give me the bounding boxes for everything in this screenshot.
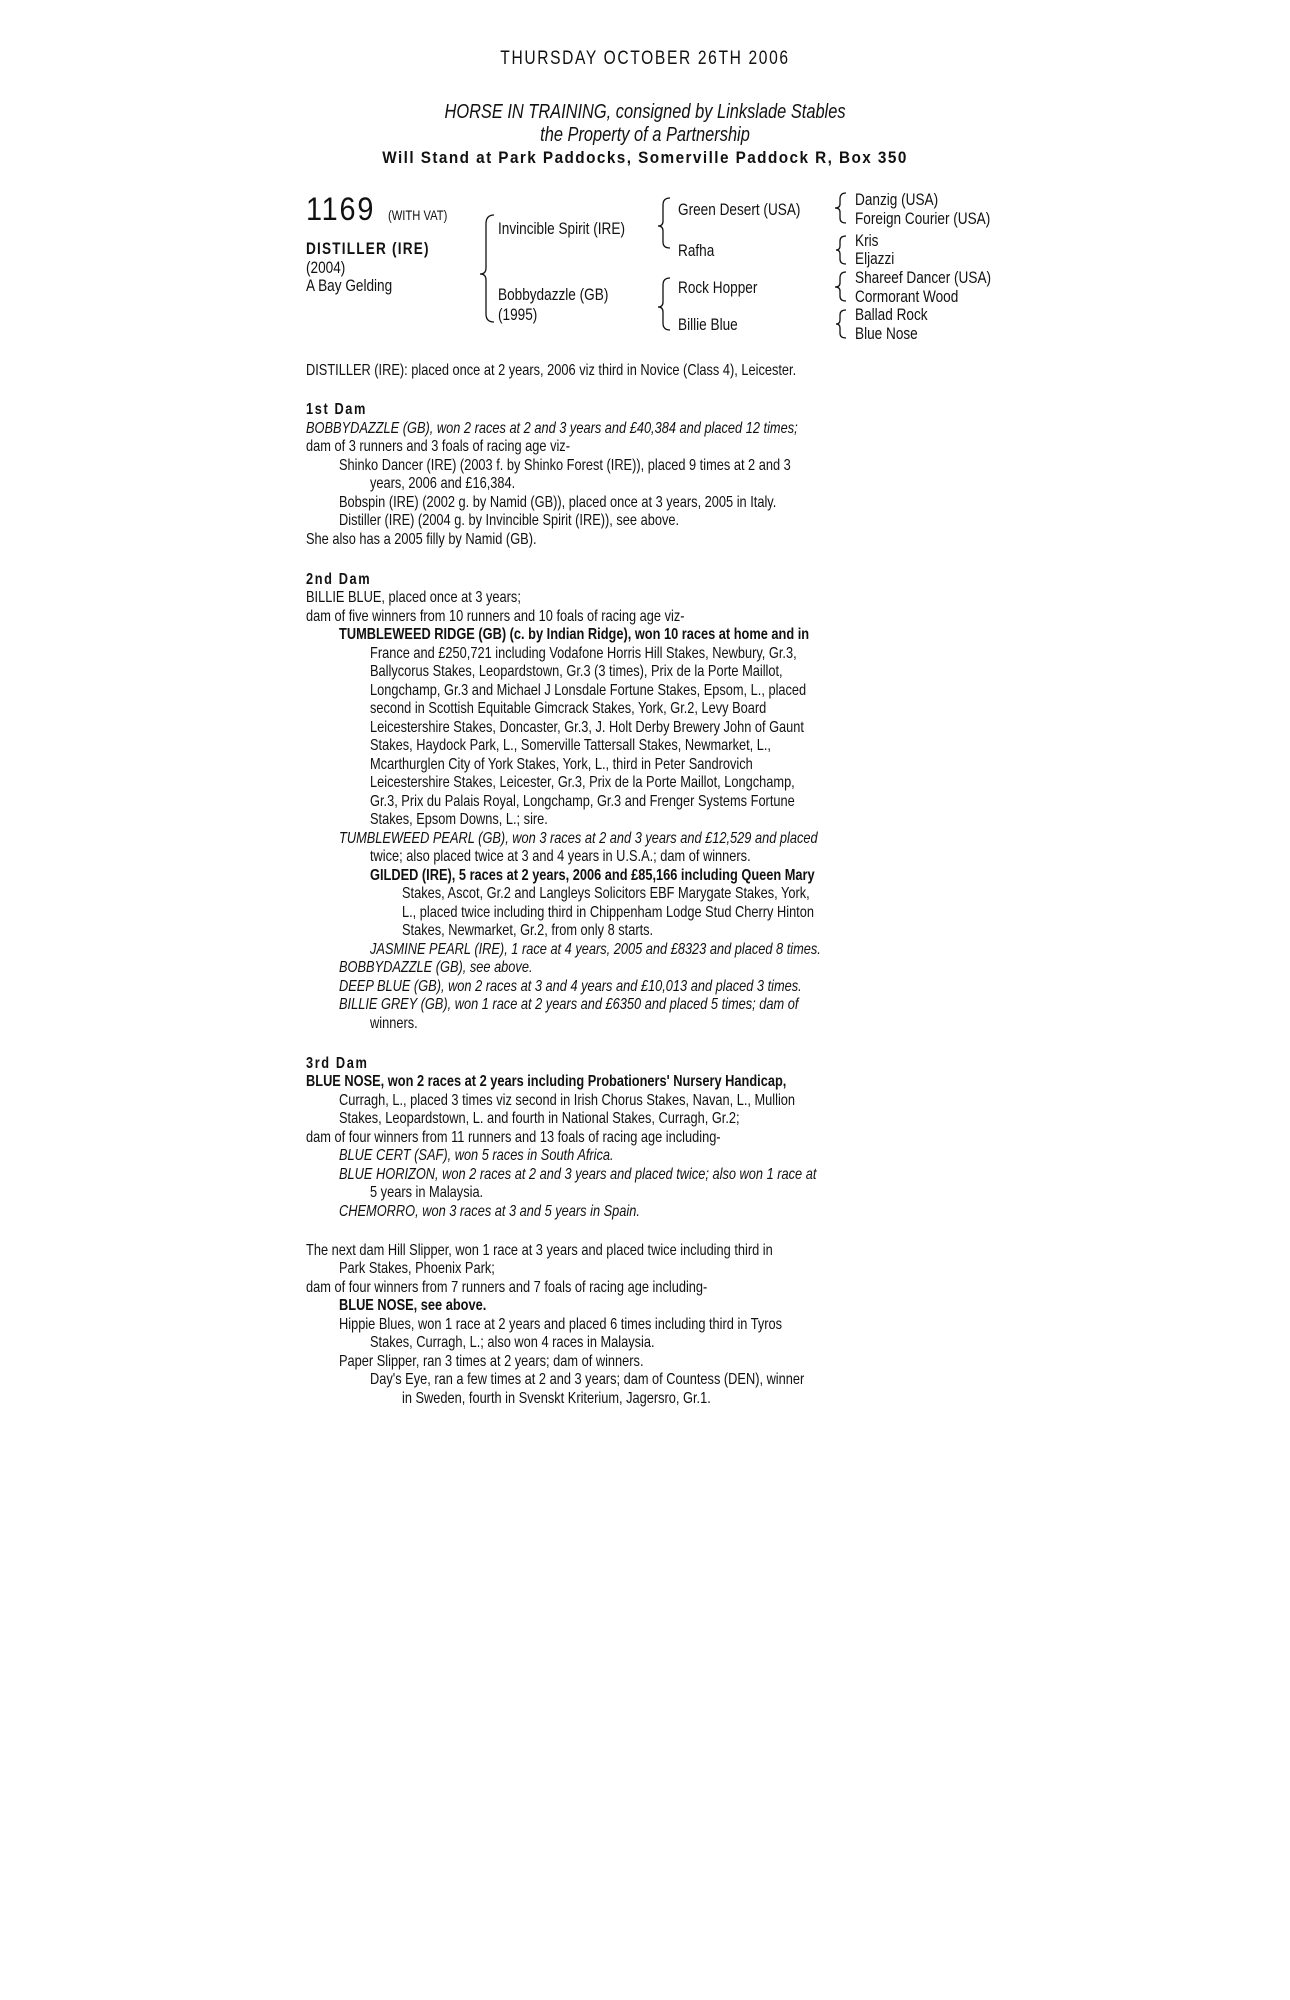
horse-name: DISTILLER (IRE) <box>306 239 430 258</box>
pedigree-g-grandsire-6: Cormorant Wood <box>855 287 959 306</box>
dam2-line: Mcarthurglen City of York Stakes, York, L., third in Peter Sandrovich <box>370 756 753 773</box>
pedigree-g-grandsire-3: Kris <box>855 231 879 250</box>
pedigree-dam-sire: Rock Hopper <box>678 278 758 297</box>
horse-foaling-year: (2004) <box>306 258 346 277</box>
pedigree-g-grandsire-4: Eljazzi <box>855 249 895 268</box>
lot-heading-consignor: HORSE IN TRAINING, consigned by Linkslade Stables <box>444 101 846 123</box>
dam2-line: JASMINE PEARL (IRE), 1 race at 4 years, 2005 and £8323 and placed 8 times. <box>370 941 821 958</box>
next-dam-line: Day's Eye, ran a few times at 2 and 3 years; dam of Countess (DEN), winner <box>370 1371 805 1388</box>
dam2-line: Leicestershire Stakes, Leicester, Gr.3, Prix de la Porte Maillot, Longchamp, <box>370 774 795 791</box>
horse-description: A Bay Gelding <box>306 276 393 295</box>
dam3-line: BLUE HORIZON, won 2 races at 2 and 3 years and placed twice; also won 1 race at <box>339 1166 817 1183</box>
dam1-line: Bobspin (IRE) (2002 g. by Namid (GB)), placed once at 3 years, 2005 in Italy. <box>339 494 777 511</box>
next-dam-line: The next dam Hill Slipper, won 1 race at 3 years and placed twice including third in <box>306 1242 773 1259</box>
dam2-line: Leicestershire Stakes, Doncaster, Gr.3, J. Holt Derby Brewery John of Gaunt <box>370 719 804 736</box>
dam2-line: DEEP BLUE (GB), won 2 races at 3 and 4 years and £10,013 and placed 3 times. <box>339 978 802 995</box>
dam1-line-text: BOBBYDAZZLE (GB), won 2 races at 2 and 3 years and £40,384 and placed 12 times; <box>306 420 798 437</box>
pedigree-dam: Bobbydazzle (GB) <box>498 285 609 304</box>
lot-heading-location: Will Stand at Park Paddocks, Somerville Paddock R, Box 350 <box>382 148 908 167</box>
dam1-line: years, 2006 and £16,384. <box>370 475 516 492</box>
dam1-line: Distiller (IRE) (2004 g. by Invincible Spirit (IRE)), see above. <box>339 512 680 529</box>
dam1-line: Shinko Dancer (IRE) (2003 f. by Shinko Forest (IRE)), placed 9 times at 2 and 3 <box>339 457 791 474</box>
dam2-line: second in Scottish Equitable Gimcrack Stakes, York, Gr.2, Levy Board <box>370 700 767 717</box>
next-dam-line: Park Stakes, Phoenix Park; <box>339 1260 495 1277</box>
dam3-line: BLUE CERT (SAF), won 5 races in South Africa. <box>339 1147 614 1164</box>
dam2-line: twice; also placed twice at 3 and 4 years in U.S.A.; dam of winners. <box>370 848 751 865</box>
dam2-line: dam of five winners from 10 runners and 10 foals of racing age viz- <box>306 608 685 625</box>
pedigree-dam-year: (1995) <box>498 305 538 324</box>
dam2-line: L., placed twice including third in Chippenham Lodge Stud Cherry Hinton <box>402 904 814 921</box>
pedigree-brackets <box>0 0 1290 360</box>
lot-vat-note: (WITH VAT) <box>388 207 448 223</box>
dam2-line: Stakes, Newmarket, Gr.2, from only 8 starts. <box>402 922 654 939</box>
dam3-line: Stakes, Leopardstown, L. and fourth in National Stakes, Curragh, Gr.2; <box>339 1110 740 1127</box>
pedigree-sire-dam: Rafha <box>678 241 715 260</box>
dam3-line: BLUE NOSE, won 2 races at 2 years including Probationers' Nursery Handicap, <box>306 1073 787 1090</box>
dam3-line: dam of four winners from 11 runners and 13 foals of racing age including- <box>306 1129 721 1146</box>
dam1-heading: 1st Dam <box>306 401 367 418</box>
dam2-line: GILDED (IRE), 5 races at 2 years, 2006 and £85,166 including Queen Mary <box>370 867 815 884</box>
dam1-line: dam of 3 runners and 3 foals of racing age viz- <box>306 438 570 455</box>
dam2-line: BILLIE BLUE, placed once at 3 years; <box>306 589 521 606</box>
lot-heading-property: the Property of a Partnership <box>540 124 750 146</box>
dam2-line: Gr.3, Prix du Palais Royal, Longchamp, Gr.3 and Frenger Systems Fortune <box>370 793 795 810</box>
dam3-line: Curragh, L., placed 3 times viz second in Irish Chorus Stakes, Navan, L., Mullion <box>339 1092 796 1109</box>
next-dam-line: Stakes, Curragh, L.; also won 4 races in Malaysia. <box>370 1334 655 1351</box>
dam2-line: TUMBLEWEED PEARL (GB), won 3 races at 2 and 3 years and £12,529 and placed <box>339 830 818 847</box>
pedigree-dam-dam: Billie Blue <box>678 315 738 334</box>
dam3-line: CHEMORRO, won 3 races at 3 and 5 years in Spain. <box>339 1203 640 1220</box>
next-dam-line: Paper Slipper, ran 3 times at 2 years; dam of winners. <box>339 1353 644 1370</box>
pedigree-g-grandsire-8: Blue Nose <box>855 324 918 343</box>
pedigree-sire: Invincible Spirit (IRE) <box>498 219 625 238</box>
pedigree-sire-sire: Green Desert (USA) <box>678 200 801 219</box>
pedigree-g-grandsire-1: Danzig (USA) <box>855 190 939 209</box>
lot-number: 1169 <box>306 191 376 227</box>
dam2-line: winners. <box>370 1015 418 1032</box>
next-dam-line: BLUE NOSE, see above. <box>339 1297 487 1314</box>
dam2-line: TUMBLEWEED RIDGE (GB) (c. by Indian Ridge), won 10 races at home and in <box>339 626 810 643</box>
dam2-line: Stakes, Epsom Downs, L.; sire. <box>370 811 548 828</box>
next-dam-line: in Sweden, fourth in Svenskt Kriterium, Jagersro, Gr.1. <box>402 1390 711 1407</box>
dam3-line: 5 years in Malaysia. <box>370 1184 484 1201</box>
race-summary: DISTILLER (IRE): placed once at 2 years, 2006 viz third in Novice (Class 4), Leicester. <box>306 362 797 379</box>
dam2-line: BILLIE GREY (GB), won 1 race at 2 years and £6350 and placed 5 times; dam of <box>339 996 799 1013</box>
next-dam-line: Hippie Blues, won 1 race at 2 years and placed 6 times including third in Tyros <box>339 1316 783 1333</box>
sale-date: THURSDAY OCTOBER 26TH 2006 <box>500 48 790 69</box>
dam2-line: France and £250,721 including Vodafone Horris Hill Stakes, Newbury, Gr.3, <box>370 645 797 662</box>
dam2-line: Stakes, Ascot, Gr.2 and Langleys Solicitors EBF Marygate Stakes, York, <box>402 885 810 902</box>
pedigree-g-grandsire-7: Ballad Rock <box>855 305 928 324</box>
dam2-line: Longchamp, Gr.3 and Michael J Lonsdale Fortune Stakes, Epsom, L., placed <box>370 682 807 699</box>
dam3-heading: 3rd Dam <box>306 1055 369 1072</box>
pedigree-g-grandsire-5: Shareef Dancer (USA) <box>855 268 992 287</box>
pedigree-g-grandsire-2: Foreign Courier (USA) <box>855 209 991 228</box>
dam2-line: BOBBYDAZZLE (GB), see above. <box>339 959 533 976</box>
next-dam-line: dam of four winners from 7 runners and 7 foals of racing age including- <box>306 1279 708 1296</box>
dam2-line: Stakes, Haydock Park, L., Somerville Tattersall Stakes, Newmarket, L., <box>370 737 771 754</box>
dam2-heading: 2nd Dam <box>306 571 372 588</box>
dam1-line: She also has a 2005 filly by Namid (GB). <box>306 531 537 548</box>
dam1-line <box>306 420 798 438</box>
dam2-line: Ballycorus Stakes, Leopardstown, Gr.3 (3 times), Prix de la Porte Maillot, <box>370 663 783 680</box>
